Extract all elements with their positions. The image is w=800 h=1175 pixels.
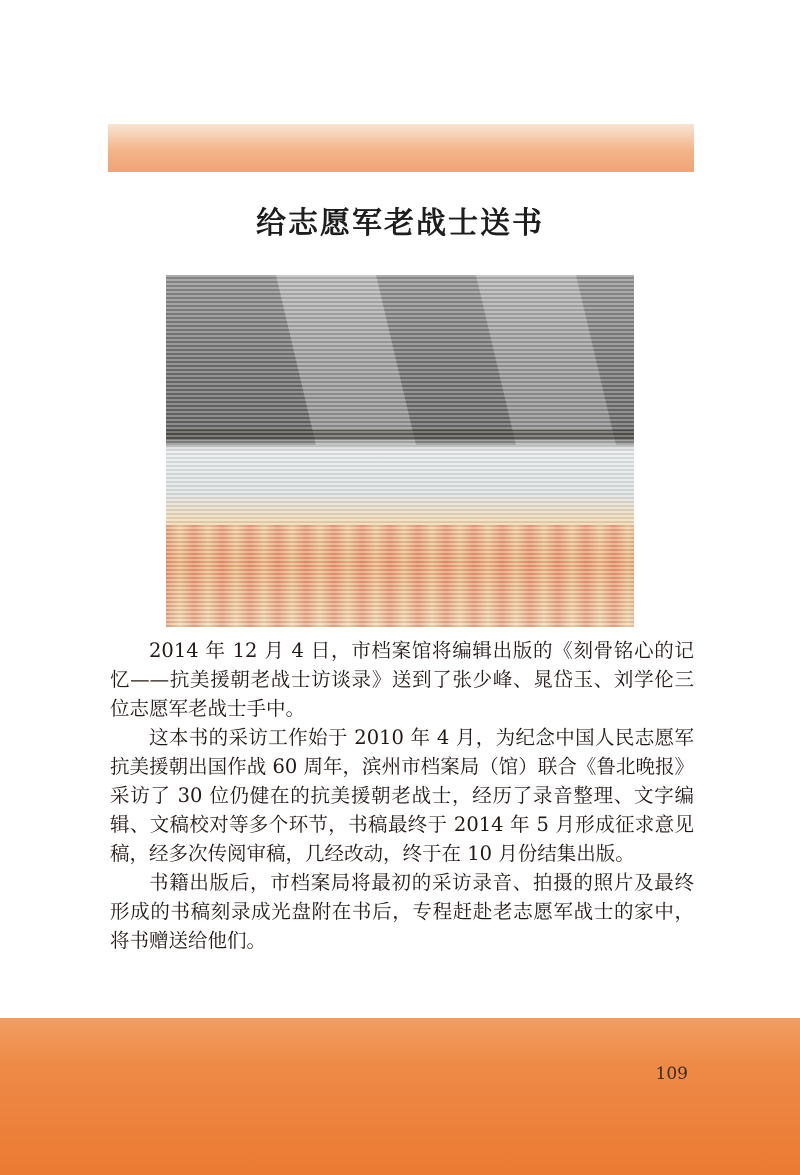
article-body <box>110 636 694 955</box>
footer-band <box>0 1018 800 1175</box>
paragraph-2: 这本书的采访工作始于 2010 年 4 月，为纪念中国人民志愿军抗美援朝出国作战 60 周年，滨州市档案局（馆）联合《鲁北晚报》采访了 30 位仍健在的抗美援朝老战士，经历了录音整理、文字编辑、文稿校对等多个环节，书稿最终于 2014 年 5 月形成征求意见稿，经多次传阅审稿，几经改动，终于在 10 月份结集出版。 <box>110 726 694 865</box>
paragraph-1: 2014 年 12 月 4 日，市档案馆将编辑出版的《刻骨铭心的记忆——抗美援朝老战士访谈录》送到了张少峰、晁岱玉、刘学伦三位志愿军老战士手中。 <box>110 639 694 720</box>
paragraph-3: 书籍出版后，市档案局将最初的采访录音、拍摄的照片及最终形成的书稿刻录成光盘附在书后，专程赶赴老志愿军战士的家中，将书赠送给他们。 <box>110 871 694 952</box>
page-title: 给志愿军老战士送书 <box>256 206 544 241</box>
photo <box>166 275 634 627</box>
scanline-overlay <box>166 275 634 627</box>
header-band <box>108 124 694 172</box>
page-number: 109 <box>655 1064 688 1084</box>
